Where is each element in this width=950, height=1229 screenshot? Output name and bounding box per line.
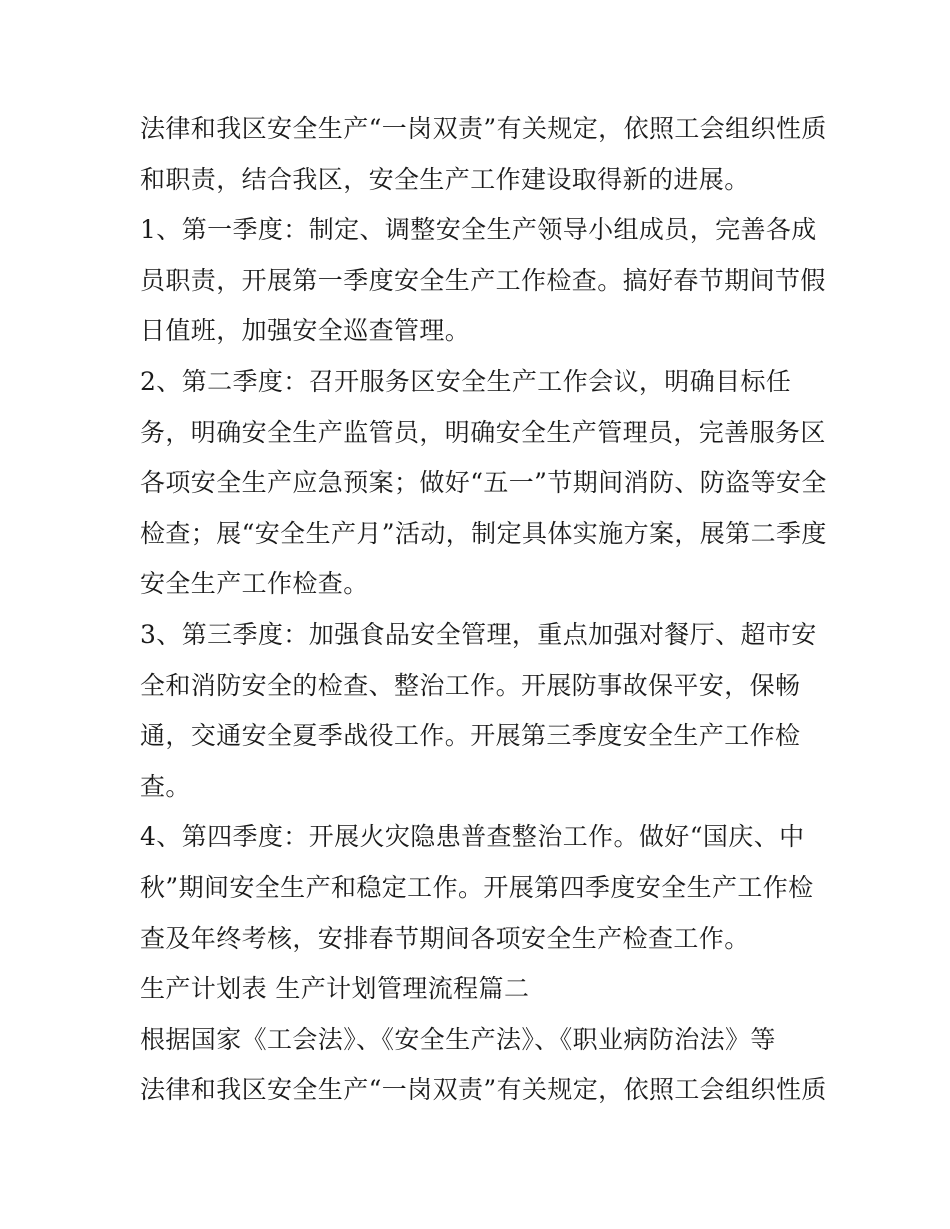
text-line: 法律和我区安全生产“一岗双责”有关规定，依照工会组织性质 <box>140 1075 827 1105</box>
paragraph-intro <box>140 104 827 205</box>
text-line: 通，交通安全夏季战役工作。开展第三季度安全生产工作检 <box>140 721 801 751</box>
text-line: 和职责，结合我区，安全生产工作建设取得新的进展。 <box>140 164 750 194</box>
text-line: 查及年终考核，安排春节期间各项安全生产检查工作。 <box>140 923 750 953</box>
text-line: 法律和我区安全生产“一岗双责”有关规定，依照工会组织性质 <box>140 114 827 143</box>
section-heading <box>140 964 820 1015</box>
text-line: 检查；展“安全生产月”活动，制定具体实施方案，展第二季度 <box>140 518 827 548</box>
document-body <box>140 104 827 1116</box>
text-line: 1、第一季度：制定、调整安全生产领导小组成员，完善各成 <box>140 215 817 245</box>
text-line: 2、第二季度：召开服务区安全生产工作会议，明确目标任 <box>140 366 792 396</box>
paragraph-q4 <box>140 812 820 964</box>
text-line: 务，明确安全生产监管员，明确安全生产管理员，完善服务区 <box>140 417 826 447</box>
text-line: 生产计划表 生产计划管理流程篇二 <box>140 974 530 1004</box>
text-line: 根据国家《工会法》、《安全生产法》、《职业病防治法》等 <box>140 1024 776 1054</box>
text-line: 日值班，加强安全巡查管理。 <box>140 316 471 346</box>
text-line: 3、第三季度：加强食品安全管理，重点加强对餐厅、超市安 <box>140 619 817 649</box>
paragraph-q1 <box>140 205 826 357</box>
text-line: 各项安全生产应急预案；做好“五一”节期间消防、防盗等安全 <box>140 468 827 498</box>
text-line: 查。 <box>140 771 191 801</box>
paragraph-section-two <box>140 1015 827 1116</box>
text-line: 4、第四季度：开展火灾隐患普查整治工作。做好“国庆、中 <box>140 822 805 852</box>
paragraph-q2 <box>140 357 827 610</box>
text-line: 员职责，开展第一季度安全生产工作检查。搞好春节期间节假 <box>140 265 826 295</box>
paragraph-q3 <box>140 610 820 812</box>
text-line: 秋”期间安全生产和稳定工作。开展第四季度安全生产工作检 <box>140 872 814 902</box>
text-line: 全和消防安全的检查、整治工作。开展防事故保平安，保畅 <box>140 670 801 700</box>
text-line: 安全生产工作检查。 <box>140 569 369 599</box>
